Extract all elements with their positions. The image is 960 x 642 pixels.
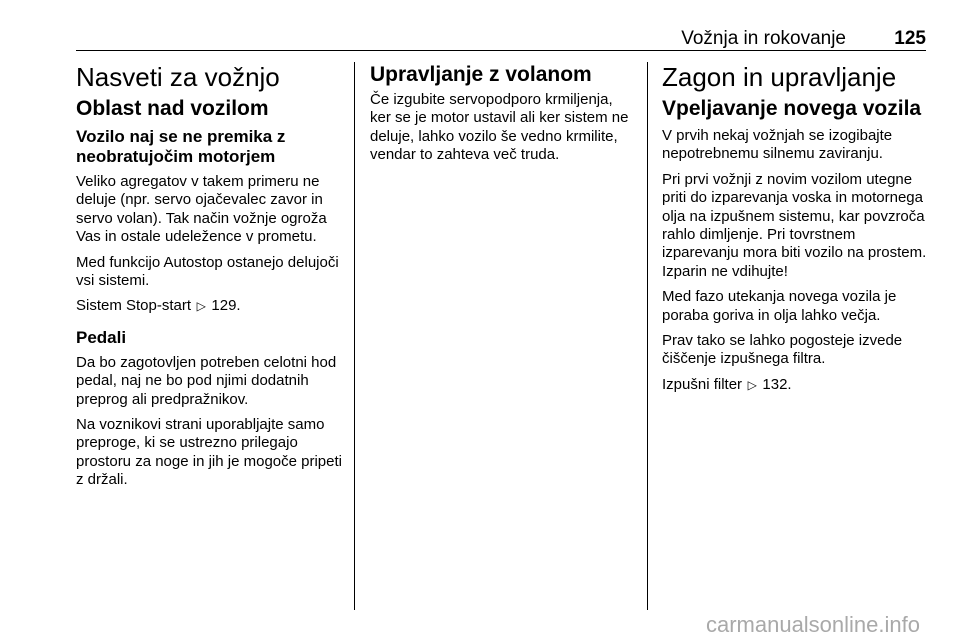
page-number: 125 [894, 28, 926, 49]
reference-text: Izpušni filter [662, 375, 743, 393]
paragraph: V prvih nekaj vožnjah se izogibajte nepotrebnemu silnemu zaviranju. [662, 127, 893, 163]
reference-text: Sistem Stop-start [76, 297, 192, 315]
paragraph: Med fazo utekanja novega vozila je poraba goriva in olja lahko večja. [662, 288, 897, 324]
section-heading: Upravljanje z volanom [370, 63, 592, 86]
column-2 [370, 62, 636, 172]
paragraph: Da bo zagotovljen potreben celotni hod pedal, naj ne bo pod njimi dodatnih preprog ali predpražnikov. [76, 353, 337, 408]
section-heading: Nasveti za vožnjo [76, 62, 280, 92]
chapter-title: Vožnja in rokovanje [681, 28, 846, 49]
column-divider-1 [354, 62, 355, 610]
reference-page: 129. [211, 297, 241, 315]
column-1 [76, 62, 348, 497]
cross-reference [76, 297, 348, 315]
column-3 [662, 62, 932, 401]
subsection-heading: Oblast nad vozilom [76, 97, 269, 120]
section-heading: Zagon in upravljanje [662, 62, 897, 92]
column-divider-2 [647, 62, 648, 610]
reference-page: 132. [762, 375, 792, 393]
topic-heading: Vozilo naj se ne premika z neobratujočim motorjem [76, 127, 286, 166]
triangle-right-icon: ▷ [196, 299, 206, 314]
subsection-heading: Vpeljavanje novega vozila [662, 97, 922, 120]
paragraph: Prav tako se lahko pogosteje izvede čiščenje izpušnega filtra. [662, 332, 903, 368]
watermark: carmanualsonline.info [705, 612, 920, 637]
paragraph: Na voznikovi strani uporabljajte samo preproge, ki se ustrezno prilegajo prostoru za noge in jih je mogoče pripeti z držali. [76, 416, 342, 489]
paragraph: Če izgubite servopodporo krmiljenja, ker se je motor ustavil ali ker sistem ne deluje, lahko vozilo še vedno krmilite, vendar to zahteva več truda. [370, 91, 629, 164]
page-header [76, 28, 926, 51]
topic-heading-pedals: Pedali [76, 327, 127, 347]
triangle-right-icon: ▷ [747, 377, 757, 392]
cross-reference [662, 376, 932, 394]
paragraph: Veliko agregatov v takem primeru ne deluje (npr. servo ojačevalec zavor in servo volan). Tak način vožnje ogroža Vas in ostale udeležence v prometu. [76, 173, 327, 246]
paragraph: Pri prvi vožnji z novim vozilom utegne priti do izparevanja voska in motornega olja na izpušnem sistemu, kar povzroča rahlo dimljenje. Pri tovrstnem izparevanju mora biti vozilo na prostem. Izparin ne vdihujte! [662, 170, 927, 280]
paragraph: Med funkcijo Autostop ostanejo delujoči vsi sistemi. [76, 253, 339, 290]
